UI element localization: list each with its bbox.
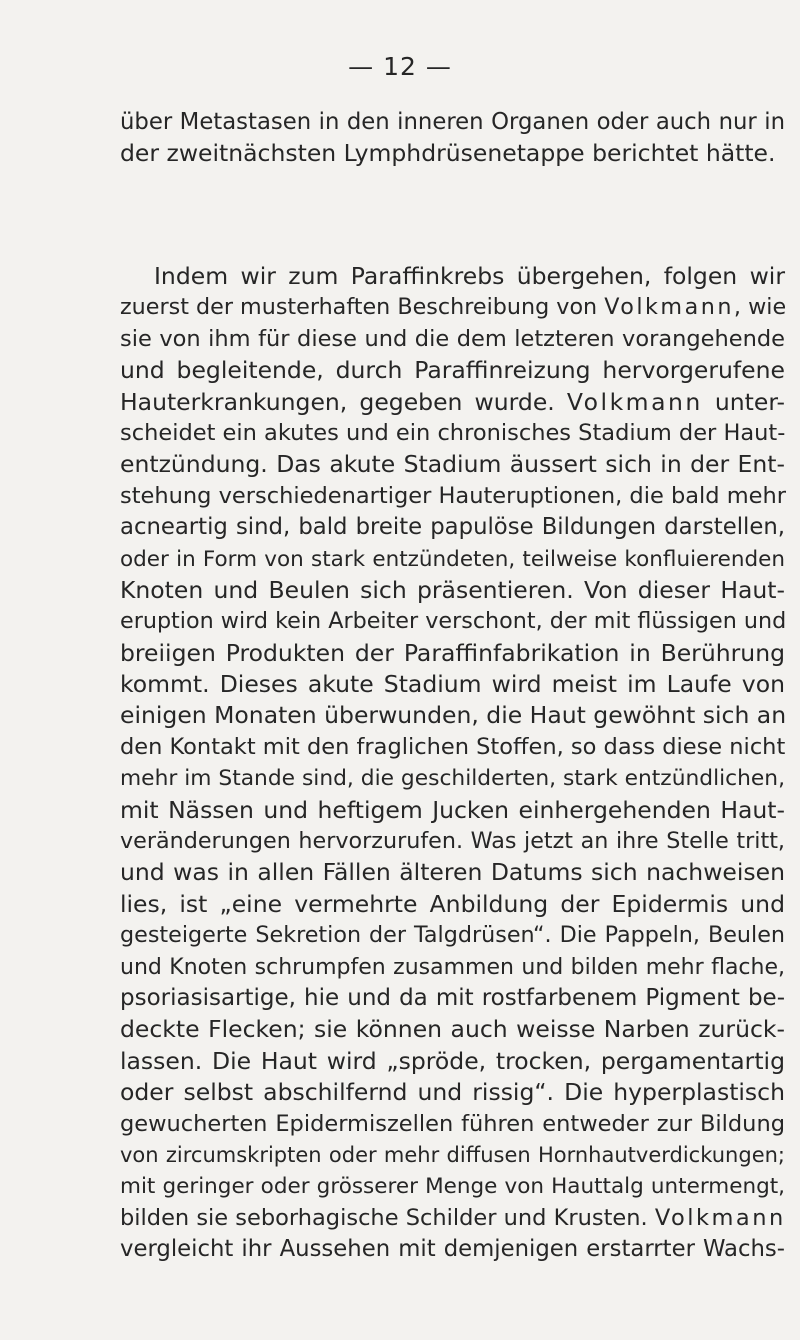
text-line: entzündung. Das akute Stadium äussert sich in der Ent- bbox=[120, 450, 785, 479]
text-line: kommt. Dieses akute Stadium wird meist im Laufe von bbox=[120, 670, 785, 699]
text-line: mit geringer oder grösserer Menge von Hauttalg untermengt, bbox=[120, 1174, 785, 1200]
text-line: oder selbst abschilfernd und rissig“. Die hyperplastisch bbox=[120, 1078, 785, 1107]
text-line: sie von ihm für diese und die dem letzteren vorangehende bbox=[120, 325, 785, 352]
text-line: mehr im Stande sind, die geschilderten, stark entzündlichen, bbox=[120, 766, 785, 792]
text-line: lassen. Die Haut wird „spröde, trocken, pergamentartig bbox=[120, 1046, 785, 1075]
text-line: zuerst der musterhaften Beschreibung von Volkmann, wie bbox=[120, 294, 787, 321]
text-line: Indem wir zum Paraffinkrebs übergehen, folgen wir bbox=[154, 262, 785, 290]
text-line: den Kontakt mit den fraglichen Stoffen, so dass diese nicht bbox=[120, 733, 786, 760]
text-line: Hauterkrankungen, gegeben wurde. Volkmann unter- bbox=[120, 387, 785, 416]
text-line: deckte Flecken; sie können auch weisse Narben zurück- bbox=[120, 1015, 785, 1044]
author-name: Volkmann bbox=[654, 1204, 786, 1231]
text-line: psoriasisartige, hie und da mit rostfarbenem Pigment be- bbox=[120, 984, 785, 1011]
text-line: breiigen Produkten der Paraffinfabrikation in Berührung bbox=[120, 638, 785, 667]
text-line: veränderungen hervorzurufen. Was jetzt an ihre Stelle tritt, bbox=[120, 828, 785, 855]
text-line: von zircumskripten oder mehr diffusen Hornhautverdickungen; bbox=[120, 1142, 785, 1167]
text-line: stehung verschiedenartiger Hauteruptionen, die bald mehr bbox=[120, 482, 786, 509]
text-line: einigen Monaten überwunden, die Haut gewöhnt sich an bbox=[120, 701, 787, 730]
text-line: der zweitnächsten Lymphdrüsenetappe berichtet hätte. bbox=[120, 139, 776, 168]
text-line: scheidet ein akutes und ein chronisches Stadium der Haut- bbox=[120, 419, 786, 446]
paragraph-continued bbox=[120, 107, 785, 170]
author-name: Volkmann bbox=[566, 387, 703, 416]
text-line: und Knoten schrumpfen zusammen und bilden mehr flache, bbox=[120, 954, 785, 980]
text-line: und begleitende, durch Paraffinreizung hervorgerufene bbox=[120, 356, 785, 385]
text-line: gesteigerte Sekretion der Talgdrüsen“. Die Pappeln, Beulen bbox=[120, 922, 785, 949]
text-line: über Metastasen in den inneren Organen oder auch nur in bbox=[120, 109, 785, 135]
text-line: eruption wird kein Arbeiter verschont, der mit flüssigen und bbox=[120, 608, 787, 635]
text-line: gewucherten Epidermiszellen führen entweder zur Bildung bbox=[120, 1110, 785, 1137]
text-line: oder in Form von stark entzündeten, teilweise konfluierenden bbox=[120, 546, 785, 572]
text-line: mit Nässen und heftigem Jucken einhergehenden Haut- bbox=[120, 795, 785, 824]
text-line: bilden sie seborhagische Schilder und Krusten. Volkmann bbox=[120, 1204, 786, 1231]
text-line: Knoten und Beulen sich präsentieren. Von dieser Haut- bbox=[120, 575, 785, 604]
text-line: acneartig sind, bald breite papulöse Bildungen darstellen, bbox=[120, 514, 785, 541]
paragraph-main bbox=[120, 261, 785, 1266]
text-line: vergleicht ihr Aussehen mit demjenigen erstarrter Wachs- bbox=[120, 1236, 785, 1263]
text-line: und was in allen Fällen älteren Datums sich nachweisen bbox=[120, 858, 785, 887]
author-name: Volkmann bbox=[604, 294, 734, 321]
text-line: lies, ist „eine vermehrte Anbildung der Epidermis und bbox=[120, 889, 785, 918]
page-number: — 12 — bbox=[348, 52, 452, 81]
